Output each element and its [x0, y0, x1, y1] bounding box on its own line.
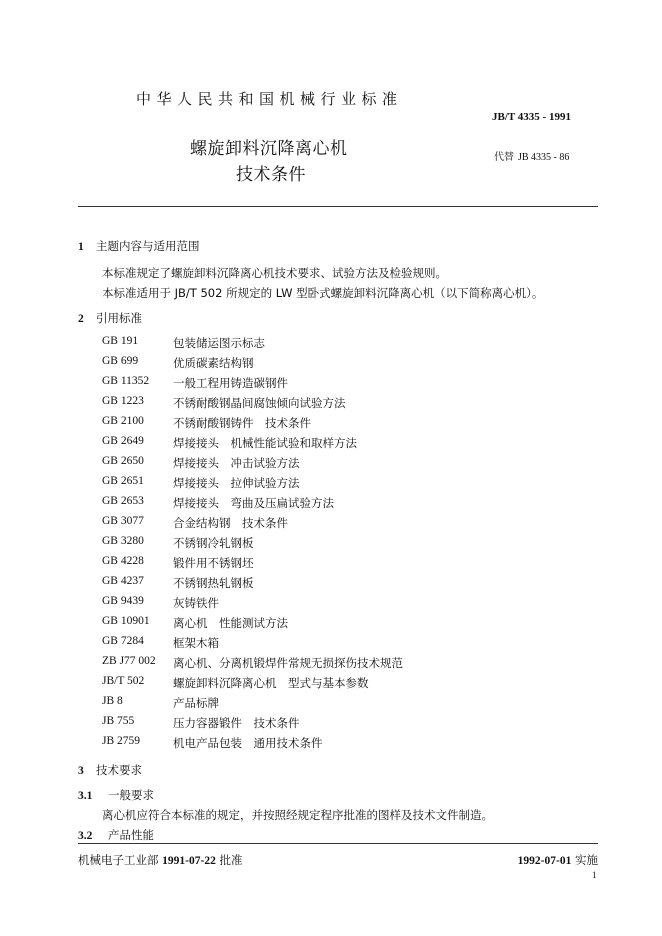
effective-line — [518, 852, 598, 868]
subsection-3-1-heading — [78, 787, 154, 803]
reference-title: 框架木箱 — [173, 636, 219, 650]
issuer: 机械电子工业部 — [78, 853, 159, 867]
section-1-heading — [78, 238, 200, 254]
reference-title: 离心机、分离机锻焊件常规无损探伤技术规范 — [173, 656, 403, 670]
section-number: 3 — [78, 765, 84, 777]
standard-number: JB/T 4335 - 1991 — [492, 111, 571, 123]
approval-label: 批准 — [219, 853, 243, 867]
reference-code: JB 755 — [102, 715, 135, 727]
section-number: 2 — [78, 313, 84, 325]
subsection-title: 产品性能 — [108, 828, 154, 842]
reference-title: 灰铸铁件 — [173, 596, 219, 610]
section-3-heading — [78, 762, 142, 778]
subsection-3-2-heading — [78, 827, 154, 843]
reference-code: GB 3077 — [102, 515, 144, 527]
reference-title: 机电产品包装 通用技术条件 — [173, 736, 323, 750]
reference-code: JB 2759 — [102, 735, 141, 747]
reference-title: 焊接接头 冲击试验方法 — [173, 456, 300, 470]
section-title: 引用标准 — [96, 311, 142, 325]
reference-title: 离心机 性能测试方法 — [173, 616, 288, 630]
approval-line — [78, 852, 242, 868]
document-title-line1: 螺旋卸料沉降离心机 — [190, 139, 348, 159]
page-number: 1 — [592, 870, 597, 880]
reference-title: 焊接接头 机械性能试验和取样方法 — [173, 436, 357, 450]
subsection-title: 一般要求 — [108, 788, 154, 802]
reference-title: 产品标牌 — [173, 696, 219, 710]
reference-code: GB 10901 — [102, 615, 150, 627]
reference-title: 压力容器锻件 技术条件 — [173, 716, 300, 730]
subsection-number: 3.1 — [78, 790, 93, 802]
reference-code: GB 2653 — [102, 495, 144, 507]
reference-code: GB 191 — [102, 335, 139, 347]
reference-code: GB 4237 — [102, 575, 144, 587]
reference-code: GB 3280 — [102, 535, 144, 547]
replaces-label: 代替 — [494, 152, 514, 163]
reference-code: GB 7284 — [102, 635, 144, 647]
reference-code: GB 2649 — [102, 435, 144, 447]
reference-code: GB 1223 — [102, 395, 144, 407]
reference-title: 焊接接头 拉伸试验方法 — [173, 476, 300, 490]
reference-code: GB 2650 — [102, 455, 144, 467]
issuing-organization: 中华人民共和国机械行业标准 — [136, 90, 403, 108]
replaces-number: JB 4335 - 86 — [518, 152, 570, 163]
effective-label: 实施 — [575, 853, 598, 867]
paragraph: 本标准适用于 JB/T 502 所规定的 LW 型卧式螺旋卸料沉降离心机（以下简称离心机）。 — [102, 286, 544, 300]
reference-title: 不锈钢热轧钢板 — [173, 576, 254, 590]
document-title-line2: 技术条件 — [236, 165, 306, 185]
section-2-heading — [78, 310, 142, 326]
paragraph: 本标准规定了螺旋卸料沉降离心机技术要求、试验方法及检验规则。 — [102, 266, 447, 280]
reference-title: 不锈耐酸钢铸件 技术条件 — [173, 416, 311, 430]
reference-title: 不锈耐酸钢晶间腐蚀倾向试验方法 — [173, 396, 346, 410]
header-divider — [78, 206, 598, 207]
replaces-note — [494, 148, 569, 163]
reference-title: 螺旋卸料沉降离心机 型式与基本参数 — [173, 676, 369, 690]
reference-title: 包装储运图示标志 — [173, 336, 265, 350]
reference-code: JB 8 — [102, 695, 123, 707]
reference-title: 焊接接头 弯曲及压扁试验方法 — [173, 496, 334, 510]
reference-code: GB 9439 — [102, 595, 144, 607]
reference-code: GB 699 — [102, 355, 139, 367]
reference-code: GB 2100 — [102, 415, 144, 427]
section-title: 技术要求 — [96, 763, 142, 777]
reference-title: 优质碳素结构钢 — [173, 356, 254, 370]
approval-date: 1991-07-22 — [162, 855, 216, 867]
footer-divider — [78, 843, 598, 844]
reference-code: GB 2651 — [102, 475, 144, 487]
reference-title: 合金结构钢 技术条件 — [173, 516, 288, 530]
reference-title: 一般工程用铸造碳钢件 — [173, 376, 288, 390]
reference-title: 不锈钢冷轧钢板 — [173, 536, 254, 550]
reference-code: GB 11352 — [102, 375, 150, 387]
effective-date: 1992-07-01 — [517, 855, 572, 867]
subsection-number: 3.2 — [78, 830, 93, 842]
paragraph: 离心机应符合本标准的规定，并按照经规定程序批准的图样及技术文件制造。 — [102, 808, 493, 822]
section-title: 主题内容与适用范围 — [96, 239, 200, 253]
section-number: 1 — [78, 241, 84, 253]
reference-code: JB/T 502 — [102, 675, 145, 687]
reference-code: ZB J77 002 — [102, 655, 156, 667]
reference-code: GB 4228 — [102, 555, 144, 567]
reference-title: 锻件用不锈钢坯 — [173, 556, 254, 570]
